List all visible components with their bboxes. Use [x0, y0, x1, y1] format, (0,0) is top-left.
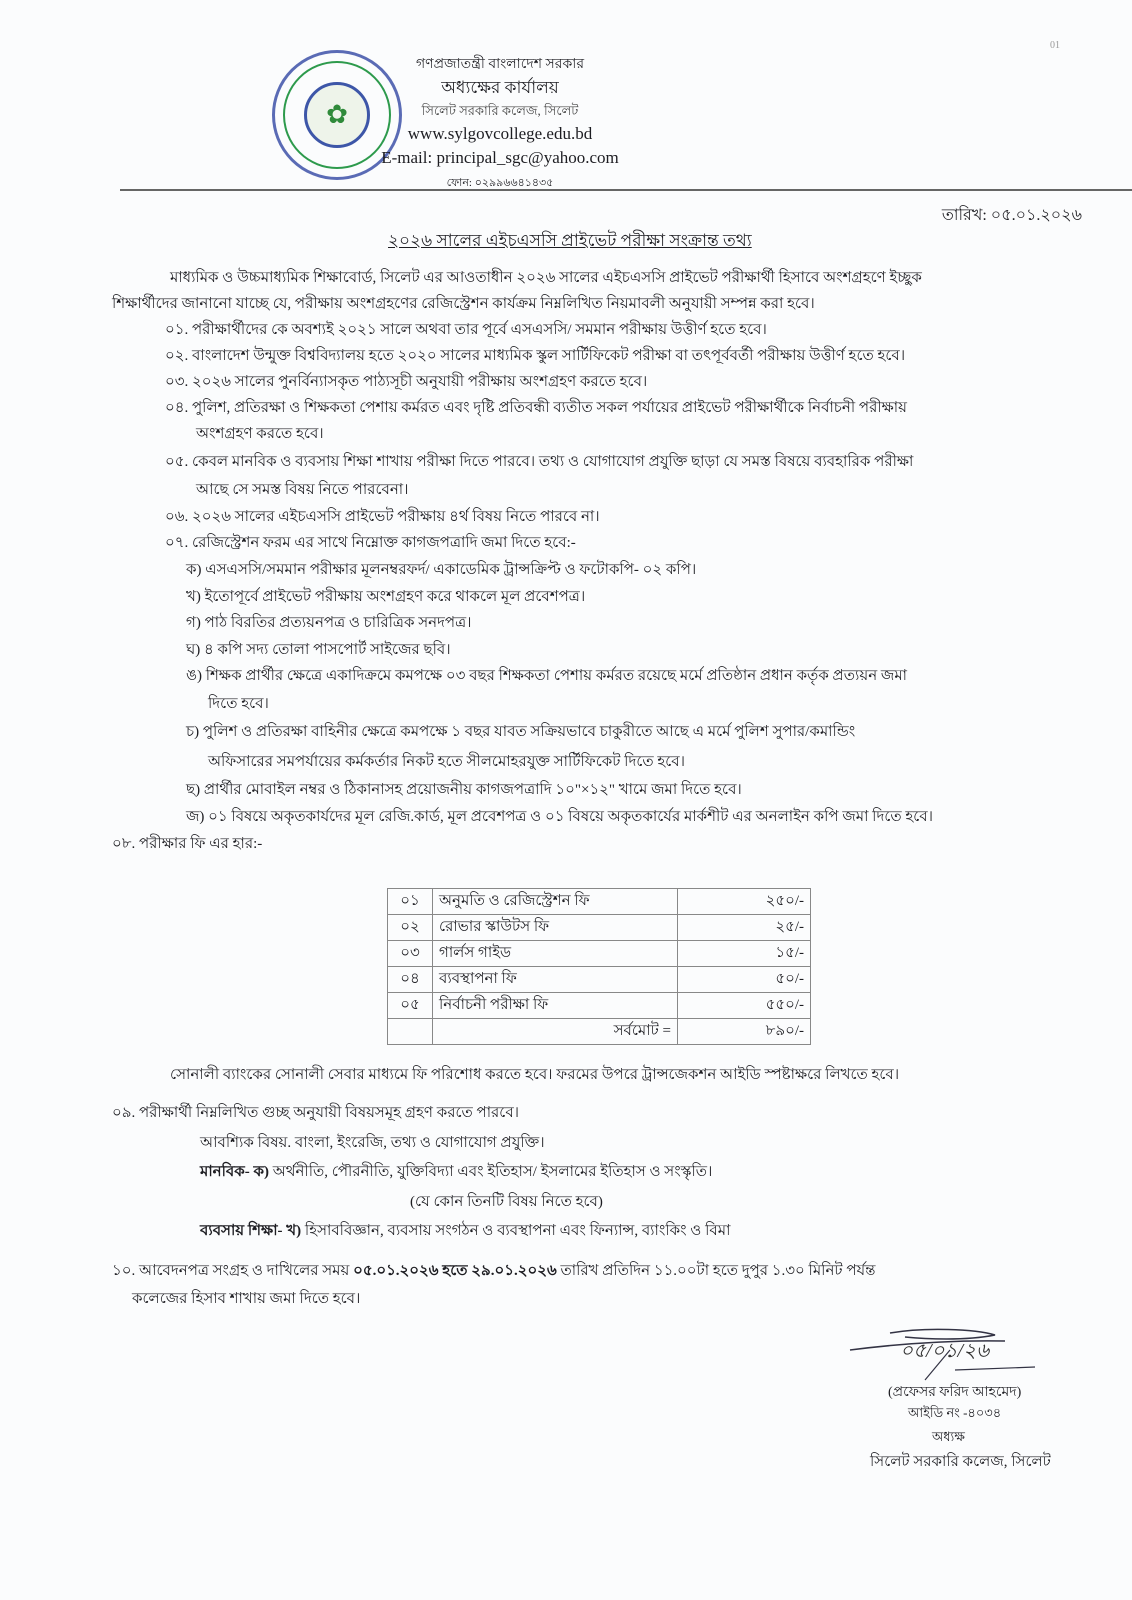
item-01: ০১. পরীক্ষার্থীদের কে অবশ্যই ২০২১ সালে অথবা তার পূর্বে এসএসসি/ সমমান পরীক্ষায় উত্তীর্ণ হতে হবে। [165, 322, 767, 338]
item-04: ০৪. পুলিশ, প্রতিরক্ষা ও শিক্ষকতা পেশায় কর্মরত এবং দৃষ্টি প্রতিবন্ধী ব্যতীত সকল পর্যায়ের প্রাইভেট পরীক্ষার্থীকে নির্বাচনী পরীক্ষায় [165, 400, 907, 416]
fee-amount: ৫০/- [678, 967, 811, 993]
table-row [388, 993, 811, 1019]
item-05: ০৫. কেবল মানবিক ও ব্যবসায় শিক্ষা শাখায় পরীক্ষা দিতে পারবে। তথ্য ও যোগাযোগ প্রযুক্তি ছাড়া যে সমস্ত বিষয়ে ব্যবহারিক পরীক্ষা [165, 454, 914, 470]
table-row [388, 967, 811, 993]
item-03: ০৩. ২০২৬ সালের পুনর্বিন্যাসকৃত পাঠ্যসূচী অনুযায়ী পরীক্ষায় অংশগ্রহণ করতে হবে। [165, 374, 648, 390]
fee-no: ০১ [388, 889, 433, 915]
humanities-label: মানবিক- ক) [200, 1164, 269, 1180]
document-date: তারিখ: ০৫.০১.২০২৬ [941, 207, 1082, 224]
payment-note: সোনালী ব্যাংকের সোনালী সেবার মাধ্যমে ফি পরিশোধ করতে হবে। ফরমের উপরে ট্রান্সজেকশন আইডি স্পষ্টাক্ষরে লিখতে হবে। [170, 1067, 900, 1083]
fee-amount: ১৫/- [678, 941, 811, 967]
item-07-ga: গ) পাঠ বিরতির প্রত্যয়নপত্র ও চারিত্রিক সনদপত্র। [186, 615, 472, 631]
header-govt: গণপ্রজাতন্ত্রী বাংলাদেশ সরকার [415, 57, 585, 72]
item-07-ja: জ) ০১ বিষয়ে অকৃতকার্যদের মূল রেজি.কার্ড, মূল প্রবেশপত্র ও ০১ বিষয়ে অকৃতকার্যের মার্কশীট এর অনলাইন কপি জমা দিতে হবে। [186, 809, 933, 825]
item-09: ০৯. পরীক্ষার্থী নিম্নলিখিত গুচ্ছ অনুযায়ী বিষয়সমূহ গ্রহণ করতে পারবে। [112, 1105, 520, 1121]
humanities-subjects [200, 1160, 712, 1185]
signatory-id: আইডি নং -৪০৩৪ [908, 1405, 1002, 1420]
header-college: সিলেট সরকারি কলেজ, সিলেট [421, 103, 579, 118]
item-07-cha-cont: অফিসারের সমপর্যায়ের কর্মকর্তার নিকট হতে সীলমোহরযুক্ত সার্টিফিকেট দিতে হবে। [208, 754, 685, 770]
fee-no: ০৫ [388, 993, 433, 1019]
business-subjects [200, 1219, 730, 1244]
header-email: E-mail: principal_sgc@yahoo.com [381, 148, 619, 167]
table-total-row [388, 1019, 811, 1045]
header-website: www.sylgovcollege.edu.bd [407, 124, 593, 143]
item-10-time: তারিখ প্রতিদিন ১১.০০টা হতে দুপুর ১.৩০ মিনিট পর্যন্ত [556, 1263, 876, 1279]
item-07-uma: ঙ) শিক্ষক প্রার্থীর ক্ষেত্রে একাদিক্রমে কমপক্ষে ০৩ বছর শিক্ষকতা পেশায় কর্মরত রয়েছে মর্মে প্রতিষ্ঠান প্রধান কর্তৃক প্রত্যয়ন জমা [186, 668, 907, 684]
item-07: ০৭. রেজিস্ট্রেশন ফরম এর সাথে নিম্নোক্ত কাগজপত্রাদি জমা দিতে হবে:- [165, 535, 576, 551]
fee-amount: ২৫/- [678, 915, 811, 941]
choose-note: (যে কোন তিনটি বিষয় নিতে হবে) [410, 1194, 603, 1210]
seal-emblem-icon: ✿ [304, 82, 370, 148]
item-10-text: ১০. আবেদনপত্র সংগ্রহ ও দাখিলের সময় [112, 1263, 354, 1279]
header-divider [120, 189, 1132, 191]
business-list: হিসাববিজ্ঞান, ব্যবসায় সংগঠন ও ব্যবস্থাপনা এবং ফিন্যান্স, ব্যাংকিং ও বিমা [301, 1223, 731, 1239]
item-02: ০২. বাংলাদেশ উন্মুক্ত বিশ্ববিদ্যালয় হতে ২০২০ সালের মাধ্যমিক স্কুল সার্টিফিকেট পরীক্ষা বা তৎপূর্ববর্তী পরীক্ষায় উত্তীর্ণ হতে হবে। [165, 348, 906, 364]
table-row [388, 915, 811, 941]
table-row [388, 941, 811, 967]
business-label: ব্যবসায় শিক্ষা- খ) [200, 1223, 302, 1239]
item-07-gha: ঘ) ৪ কপি সদ্য তোলা পাসপোর্ট সাইজের ছবি। [186, 642, 451, 658]
item-07-kha: খ) ইতোপূর্বে প্রাইভেট পরীক্ষায় অংশগ্রহণ করে থাকলে মূল প্রবেশপত্র। [186, 589, 586, 605]
page-number: 01 [1050, 40, 1060, 51]
signatory-name: (প্রফেসর ফরিদ আহমেদ) [888, 1385, 1022, 1400]
intro-line-2: শিক্ষার্থীদের জানানো যাচ্ছে যে, পরীক্ষায় অংশগ্রহণের রেজিস্ট্রেশন কার্যক্রম নিম্নলিখিত নিয়মাবলী অনুযায়ী সম্পন্ন করা হবে। [112, 296, 815, 312]
fee-item: নির্বাচনী পরীক্ষা ফি [433, 993, 678, 1019]
fee-item: রোভার স্কাউটস ফি [433, 915, 678, 941]
item-10-dates: ০৫.০১.২০২৬ হতে ২৯.০১.২০২৬ [353, 1263, 557, 1279]
fee-amount: ৫৫০/- [678, 993, 811, 1019]
fee-no: ০৪ [388, 967, 433, 993]
item-07-cha: চ) পুলিশ ও প্রতিরক্ষা বাহিনীর ক্ষেত্রে কমপক্ষে ১ বছর যাবত সক্রিয়ভাবে চাকুরীতে আছে এ মর্মে পুলিশ সুপার/কমান্ডিং [186, 724, 856, 740]
item-10 [112, 1259, 876, 1284]
fee-no: ০২ [388, 915, 433, 941]
header-phone: ফোন: ০২৯৯৬৬৪১৪৩৫ [446, 177, 554, 189]
fee-no: ০৩ [388, 941, 433, 967]
item-06: ০৬. ২০২৬ সালের এইচএসসি প্রাইভেট পরীক্ষায় ৪র্থ বিষয় নিতে পারবে না। [165, 509, 600, 525]
fee-amount: ২৫০/- [678, 889, 811, 915]
handwritten-date: ০৫/০১/২৬ [900, 1340, 990, 1362]
signatory-institution: সিলেট সরকারি কলেজ, সিলেট [870, 1454, 1051, 1470]
intro-line-1: মাধ্যমিক ও উচ্চমাধ্যমিক শিক্ষাবোর্ড, সিলেট এর আওতাধীন ২০২৬ সালের এইচএসসি প্রাইভেট পরীক্ষার্থী হিসাবে অংশগ্রহণে ইচ্ছুক [170, 270, 922, 286]
header-office: অধ্যক্ষের কার্যালয় [441, 78, 559, 97]
fee-table [387, 888, 811, 1045]
fee-item: অনুমতি ও রেজিস্ট্রেশন ফি [433, 889, 678, 915]
document-title: ২০২৬ সালের এইচএসসি প্রাইভেট পরীক্ষা সংক্রান্ত তথ্য [388, 231, 752, 250]
item-07-uma-cont: দিতে হবে। [208, 696, 269, 712]
humanities-list: অর্থনীতি, পৌরনীতি, যুক্তিবিদ্যা এবং ইতিহাস/ ইসলামের ইতিহাস ও সংস্কৃতি। [269, 1164, 713, 1180]
fee-item: ব্যবস্থাপনা ফি [433, 967, 678, 993]
fee-total-label: সর্বমোট = [433, 1019, 678, 1045]
item-04-cont: অংশগ্রহণ করতে হবে। [196, 426, 324, 442]
item-07-ka: ক) এসএসসি/সমমান পরীক্ষার মূলনম্বরফর্দ/ একাডেমিক ট্রান্সক্রিপ্ট ও ফটোকপি- ০২ কপি। [186, 562, 697, 578]
signatory-designation: অধ্যক্ষ [932, 1429, 965, 1444]
fee-total: ৮৯০/- [678, 1019, 811, 1045]
item-05-cont: আছে সে সমস্ত বিষয় নিতে পারবেনা। [196, 482, 409, 498]
item-07-chha: ছ) প্রার্থীর মোবাইল নম্বর ও ঠিকানাসহ প্রয়োজনীয় কাগজপত্রাদি ১০"×১২" খামে জমা দিতে হবে। [186, 782, 742, 798]
fee-item: গার্লস গাইড [433, 941, 678, 967]
item-10-cont: কলেজের হিসাব শাখায় জমা দিতে হবে। [132, 1291, 361, 1307]
table-row [388, 889, 811, 915]
compulsory-subjects: আবশ্যিক বিষয়. বাংলা, ইংরেজি, তথ্য ও যোগাযোগ প্রযুক্তি। [200, 1135, 545, 1151]
item-08: ০৮. পরীক্ষার ফি এর হার:- [112, 836, 263, 852]
